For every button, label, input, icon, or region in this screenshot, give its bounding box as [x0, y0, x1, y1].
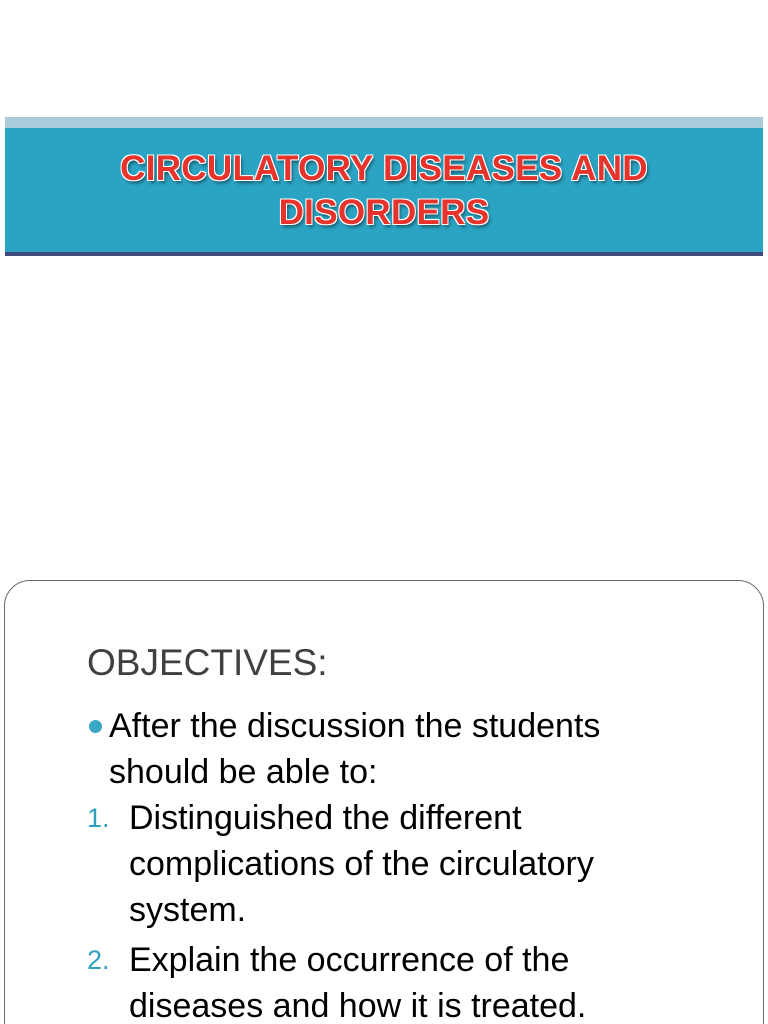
- intro-bullet-row: [87, 703, 707, 795]
- slide-title: CIRCULATORY DISEASES AND DISORDERS: [120, 149, 648, 232]
- list-number: 1.: [87, 803, 110, 833]
- title-banner: [5, 117, 763, 256]
- bullet-dot-icon: [89, 720, 102, 733]
- list-item: [87, 795, 707, 933]
- objectives-slide: [4, 580, 764, 1024]
- objectives-list: [87, 795, 707, 1024]
- list-item: [87, 937, 707, 1024]
- list-item-text: Explain the occurrence of the diseases and how it is treated.: [129, 941, 587, 1024]
- objectives-heading: OBJECTIVES:: [87, 642, 328, 683]
- list-item-text: Distinguished the different complications of the circulatory system.: [129, 799, 594, 929]
- list-number: 2.: [87, 945, 110, 975]
- intro-text: After the discussion the students should be able to:: [109, 707, 601, 791]
- objectives-body: [87, 703, 707, 1024]
